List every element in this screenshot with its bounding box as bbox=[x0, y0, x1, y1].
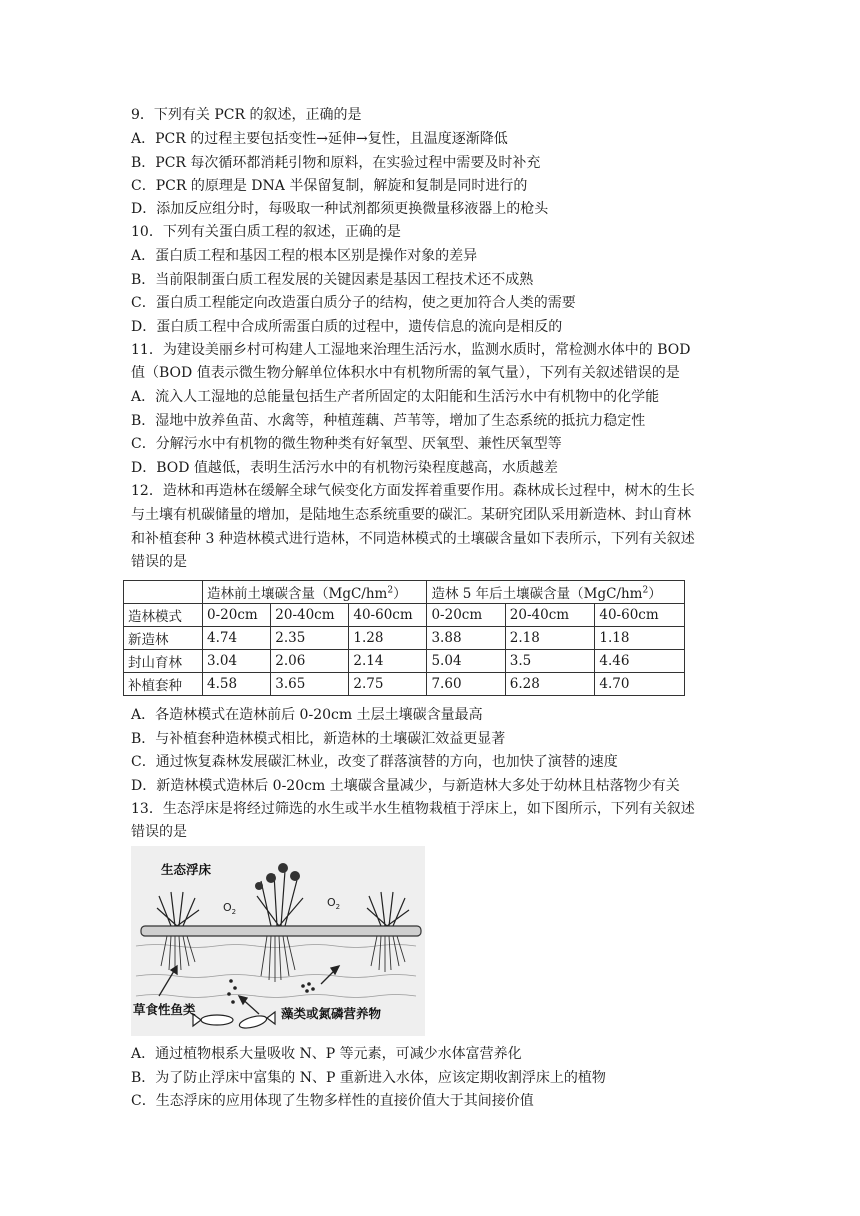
q11-stem-line1: 11．为建设美丽乡村可构建人工湿地来治理生活污水，监测水质时，常检测水体中的 BOD bbox=[131, 342, 691, 358]
q11-stem-line2: 值（BOD 值表示微生物分解单位体积水中有机物所需的氧气量），下列有关叙述错误的是 bbox=[131, 365, 680, 381]
q10-option-a: A．蛋白质工程和基因工程的根本区别是操作对象的差异 bbox=[131, 248, 478, 264]
q12-stem-line3: 和补植套种 3 种造林模式进行造林，不同造林模式的土壤碳含量如下表所示，下列有关叙述 bbox=[131, 531, 695, 547]
floating-bed-figure bbox=[131, 846, 425, 1036]
depth-cell: 0-20cm bbox=[203, 604, 271, 627]
q13-option-c: C．生态浮床的应用体现了生物多样性的直接价值大于其间接价值 bbox=[131, 1093, 534, 1109]
value-cell: 2.35 bbox=[271, 627, 349, 650]
q10-option-b: B．当前限制蛋白质工程发展的关键因素是基因工程技术还不成熟 bbox=[131, 272, 534, 288]
q11-option-a: A．流入人工湿地的总能量包括生产者所固定的太阳能和生活污水中有机物中的化学能 bbox=[131, 389, 660, 405]
row-name-cell: 补植套种 bbox=[124, 673, 203, 696]
q10-stem: 10．下列有关蛋白质工程的叙述，正确的是 bbox=[131, 224, 401, 240]
q12-option-c: C．通过恢复森林发展碳汇林业，改变了群落演替的方向，也加快了演替的速度 bbox=[131, 754, 618, 770]
depth-cell: 40-60cm bbox=[595, 604, 685, 627]
q12-option-b: B．与补植套种造林模式相比，新造林的土壤碳汇效益更显著 bbox=[131, 731, 506, 747]
value-cell: 6.28 bbox=[505, 673, 595, 696]
q12-stem-line4: 错误的是 bbox=[131, 554, 187, 570]
q9-option-c: C．PCR 的原理是 DNA 半保留复制，解旋和复制是同时进行的 bbox=[131, 178, 528, 194]
value-cell: 2.14 bbox=[349, 650, 427, 673]
floating-bed-bar bbox=[141, 926, 421, 936]
label-herbivorous-fish: 草食性鱼类 bbox=[133, 1002, 196, 1017]
depth-cell: 20-40cm bbox=[505, 604, 595, 627]
value-cell: 4.58 bbox=[203, 673, 271, 696]
q13-option-b: B．为了防止浮床中富集的 N、P 重新进入水体，应该定期收割浮床上的植物 bbox=[131, 1070, 606, 1086]
q10-option-c: C．蛋白质工程能定向改造蛋白质分子的结构，使之更加符合人类的需要 bbox=[131, 295, 576, 311]
header-before-planting: 造林前土壤碳含量$(MgC/hm^2)$ bbox=[203, 581, 427, 604]
table-corner-cell bbox=[124, 581, 203, 604]
table-row bbox=[124, 604, 685, 627]
value-cell: 2.06 bbox=[271, 650, 349, 673]
o2-label-right: $O_2$ bbox=[327, 896, 341, 911]
q12-stem-line1: 12．造林和再造林在缓解全球气候变化方面发挥着重要作用。森林成长过程中，树木的生长 bbox=[131, 483, 695, 499]
q9-stem: 9．下列有关 PCR 的叙述，正确的是 bbox=[131, 107, 362, 123]
label-nutrients: 藻类或氮磷营养物 bbox=[281, 1006, 382, 1021]
mode-label-cell: 造林模式 bbox=[124, 604, 203, 627]
value-cell: 1.18 bbox=[595, 627, 685, 650]
q13-stem-line2: 错误的是 bbox=[131, 824, 187, 840]
value-cell: 3.65 bbox=[271, 673, 349, 696]
q9-option-a: A．PCR 的过程主要包括变性→延伸→复性，且温度逐渐降低 bbox=[131, 131, 508, 147]
value-cell: 1.28 bbox=[349, 627, 427, 650]
value-cell: 7.60 bbox=[427, 673, 505, 696]
q11-option-c: C．分解污水中有机物的微生物种类有好氧型、厌氧型、兼性厌氧型等 bbox=[131, 436, 562, 452]
value-cell: 2.18 bbox=[505, 627, 595, 650]
q12-option-d: D．新造林模式造林后 0-20cm 土壤碳含量减少，与新造林大多处于幼林且枯落物少有关 bbox=[131, 778, 680, 794]
q11-option-b: B．湿地中放养鱼苗、水禽等，种植莲藕、芦苇等，增加了生态系统的抵抗力稳定性 bbox=[131, 413, 646, 429]
q9-option-d: D．添加反应组分时，每吸取一种试剂都须更换微量移液器上的枪头 bbox=[131, 201, 549, 217]
o2-label-left: $O_2$ bbox=[223, 901, 237, 916]
q12-stem-line2: 与土壤有机碳储量的增加，是陆地生态系统重要的碳汇。某研究团队采用新造林、封山育林 bbox=[131, 507, 691, 523]
table-row bbox=[124, 673, 685, 696]
q13-option-a: A．通过植物根系大量吸收 N、P 等元素，可减少水体富营养化 bbox=[131, 1046, 522, 1062]
header-after-5-years: 造林 5 年后土壤碳含量$(MgC/hm^2)$ bbox=[427, 581, 685, 604]
q9-option-b: B．PCR 每次循环都消耗引物和原料，在实验过程中需要及时补充 bbox=[131, 155, 541, 171]
value-cell: 5.04 bbox=[427, 650, 505, 673]
table-row bbox=[124, 650, 685, 673]
table-row bbox=[124, 627, 685, 650]
depth-cell: 0-20cm bbox=[427, 604, 505, 627]
label-floating-bed: 生态浮床 bbox=[161, 862, 212, 877]
value-cell: 3.04 bbox=[203, 650, 271, 673]
soil-carbon-table bbox=[123, 580, 685, 696]
value-cell: 3.88 bbox=[427, 627, 505, 650]
value-cell: 4.74 bbox=[203, 627, 271, 650]
depth-cell: 40-60cm bbox=[349, 604, 427, 627]
row-name-cell: 封山育林 bbox=[124, 650, 203, 673]
row-name-cell: 新造林 bbox=[124, 627, 203, 650]
value-cell: 2.75 bbox=[349, 673, 427, 696]
value-cell: 4.70 bbox=[595, 673, 685, 696]
value-cell: 3.5 bbox=[505, 650, 595, 673]
q12-option-a: A．各造林模式在造林前后 0-20cm 土层土壤碳含量最高 bbox=[131, 707, 483, 723]
depth-cell: 20-40cm bbox=[271, 604, 349, 627]
q11-option-d: D．BOD 值越低，表明生活污水中的有机物污染程度越高，水质越差 bbox=[131, 460, 558, 476]
value-cell: 4.46 bbox=[595, 650, 685, 673]
table-header-row bbox=[124, 581, 685, 604]
q10-option-d: D．蛋白质工程中合成所需蛋白质的过程中，遗传信息的流向是相反的 bbox=[131, 319, 563, 335]
q13-stem-line1: 13．生态浮床是将经过筛选的水生或半水生植物栽植于浮床上，如下图所示，下列有关叙述 bbox=[131, 801, 695, 817]
